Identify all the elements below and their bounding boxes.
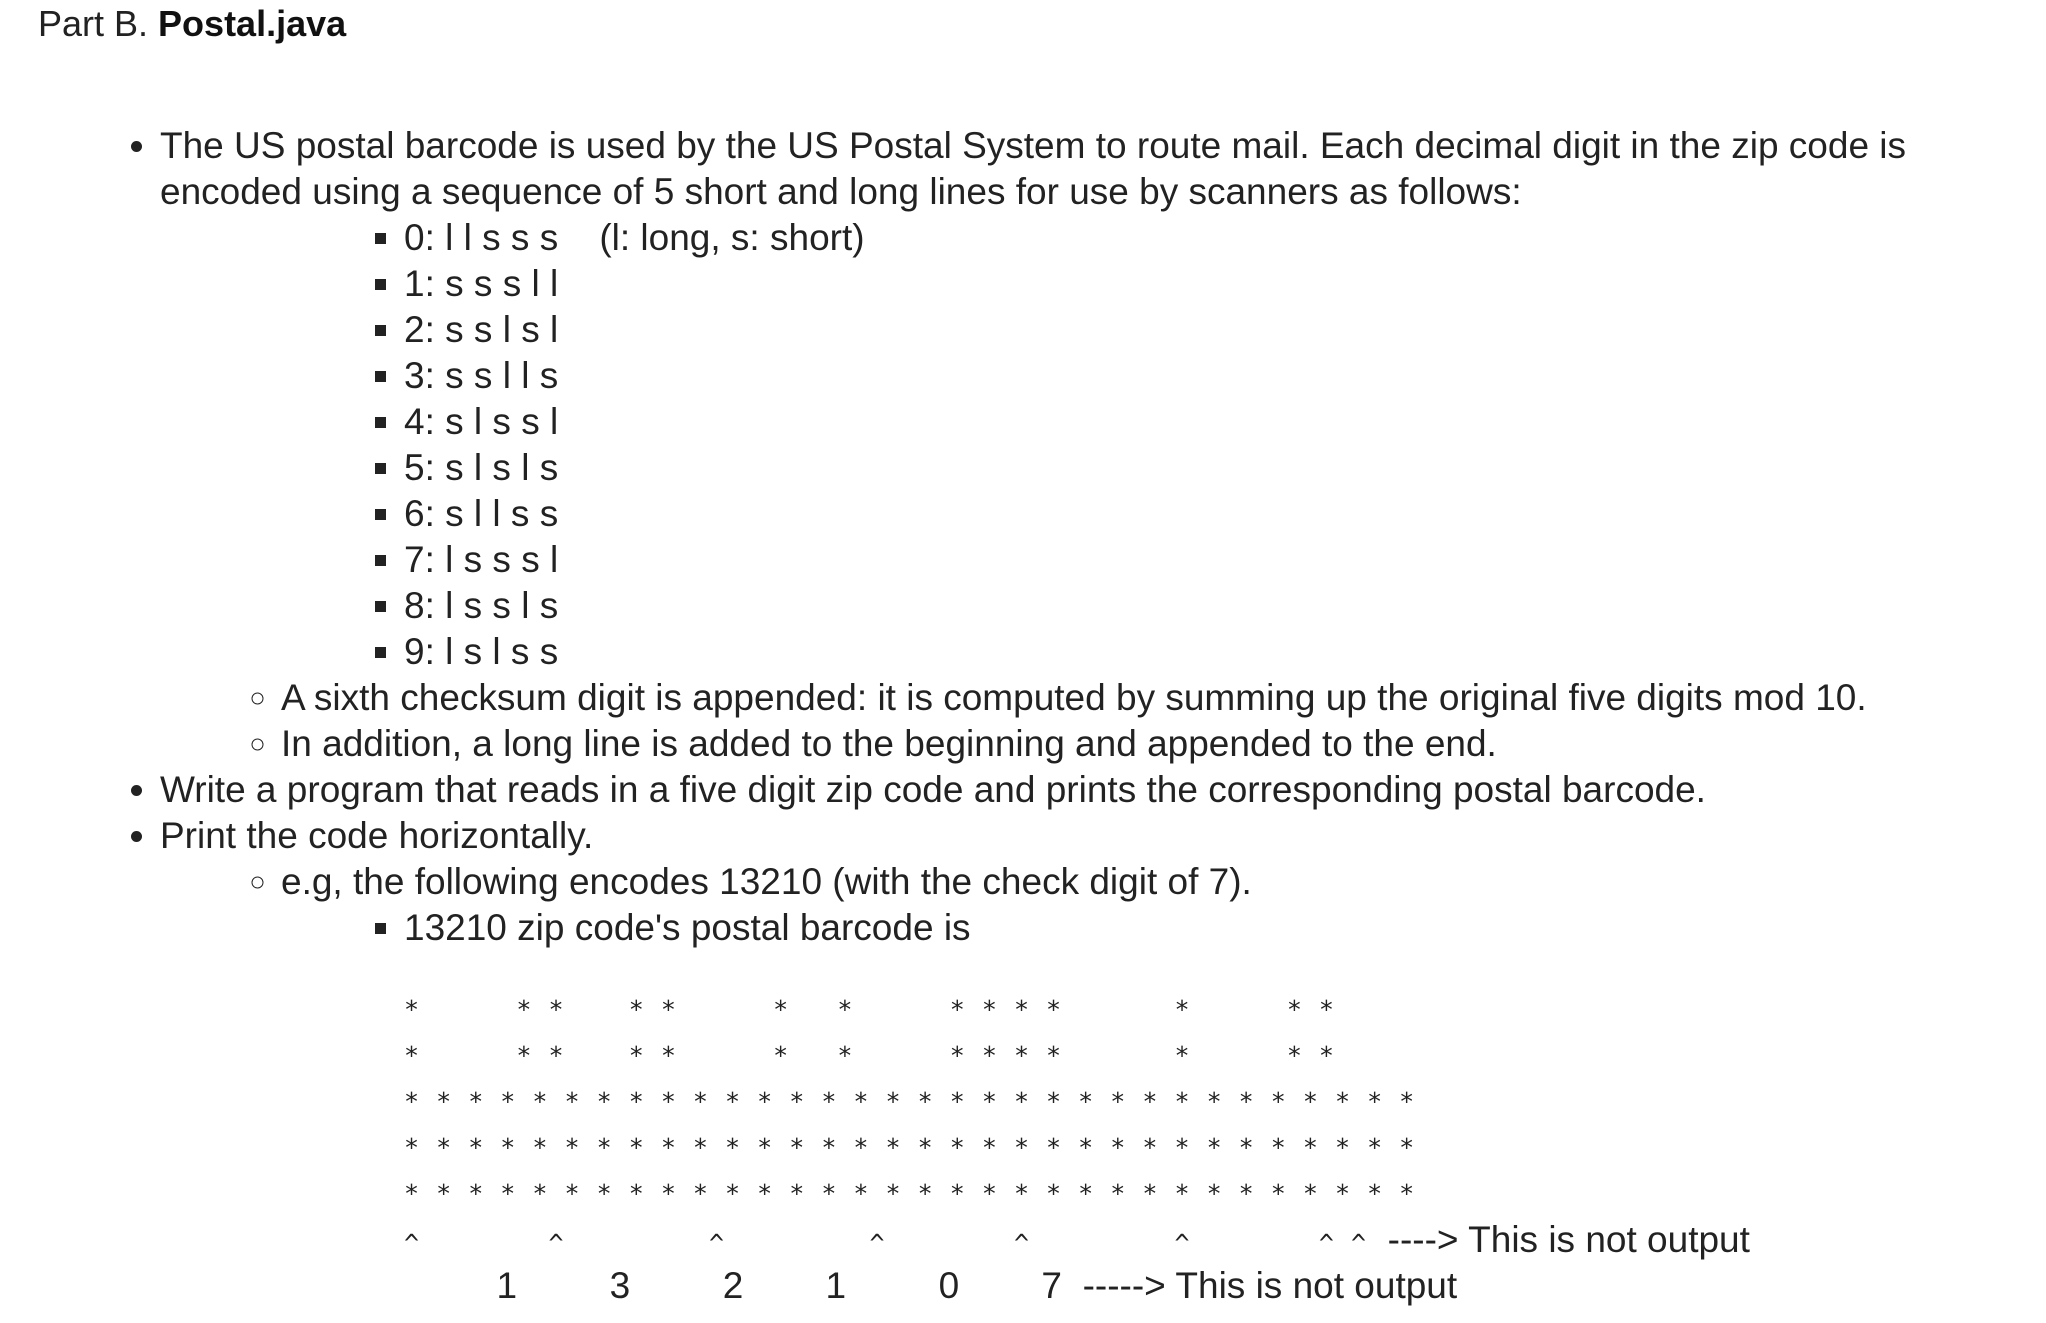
barcode-row: * * * * * * * * * * * * * * * * * * * * * * * * * * * * * * * * — [404, 1087, 1416, 1116]
barcode-row: * * * * * * * * * * * * * * * * * * * * * * * * * * * * * * * * — [404, 1179, 1416, 1208]
title-prefix: Part B. — [38, 3, 159, 44]
example-caption: 13210 zip code's postal barcode is — [404, 907, 971, 948]
list-item-checksum: ◦ A sixth checksum digit is appended: it is computed by summing up the original five digits mod 10. — [281, 675, 2046, 721]
assignment-body — [0, 123, 2046, 1309]
encoding-item-3: ▪ 3: s s l l s — [404, 353, 2046, 399]
encoding-item-6: ▪ 6: s l l s s — [404, 491, 2046, 537]
digit-marker-row — [404, 1217, 2046, 1263]
encoding-item-7: ▪ 7: l s s s l — [404, 537, 2046, 583]
markers-note: ----> This is not output — [1367, 1219, 1750, 1260]
main-bullet-list — [0, 123, 2046, 1309]
example-caption-list — [281, 905, 2046, 1309]
list-item-example-caption — [404, 905, 2046, 1309]
sub-bullet-list — [160, 215, 2046, 767]
digit-encoding-list — [281, 215, 2046, 675]
encoding-item-5: ▪ 5: s l s l s — [404, 445, 2046, 491]
horizontal-text: Print the code horizontally. — [160, 815, 594, 856]
digits-note: -----> This is not output — [1062, 1265, 1458, 1306]
intro-text: The US postal barcode is used by the US Postal System to route mail. Each decimal digit in the zip code is encoded using a sequence of 5 short and long lines for use by scanners as follows: — [160, 125, 1907, 212]
list-item-intro — [160, 123, 2046, 767]
page-title — [38, 2, 346, 46]
example-text: e.g, the following encodes 13210 (with the check digit of 7). — [281, 861, 1252, 902]
digit-markers: ^ ^ ^ ^ ^ ^ ^ ^ — [404, 1229, 1368, 1258]
barcode-row: * * * * * * * * * * * * * * — [404, 1041, 1335, 1070]
list-item-example — [281, 859, 2046, 1309]
encoding-item-9: ▪ 9: l s l s s — [404, 629, 2046, 675]
digit-label-row — [404, 1263, 2046, 1309]
barcode-row: * * * * * * * * * * * * * * * * * * * * * * * * * * * * * * * * — [404, 1133, 1416, 1162]
list-item-horizontal — [160, 813, 2046, 1309]
list-item-long-line: ◦ In addition, a long line is added to the beginning and appended to the end. — [281, 721, 2046, 767]
example-list — [160, 859, 2046, 1309]
encoding-item-8: ▪ 8: l s s l s — [404, 583, 2046, 629]
encoding-item-1: ▪ 1: s s s l l — [404, 261, 2046, 307]
title-filename: Postal.java — [158, 3, 347, 44]
barcode-row: * * * * * * * * * * * * * * — [404, 995, 1335, 1024]
postal-barcode — [404, 987, 2046, 1217]
encoding-item-4: ▪ 4: s l s s l — [404, 399, 2046, 445]
encoding-item-2: ▪ 2: s s l s l — [404, 307, 2046, 353]
digit-labels: 1 3 2 1 0 7 — [404, 1265, 1063, 1306]
list-item-program: • Write a program that reads in a five digit zip code and prints the corresponding postal barcode. — [160, 767, 2046, 813]
encoding-item-0: ▪ 0: l l s s s (l: long, s: short) — [404, 215, 2046, 261]
